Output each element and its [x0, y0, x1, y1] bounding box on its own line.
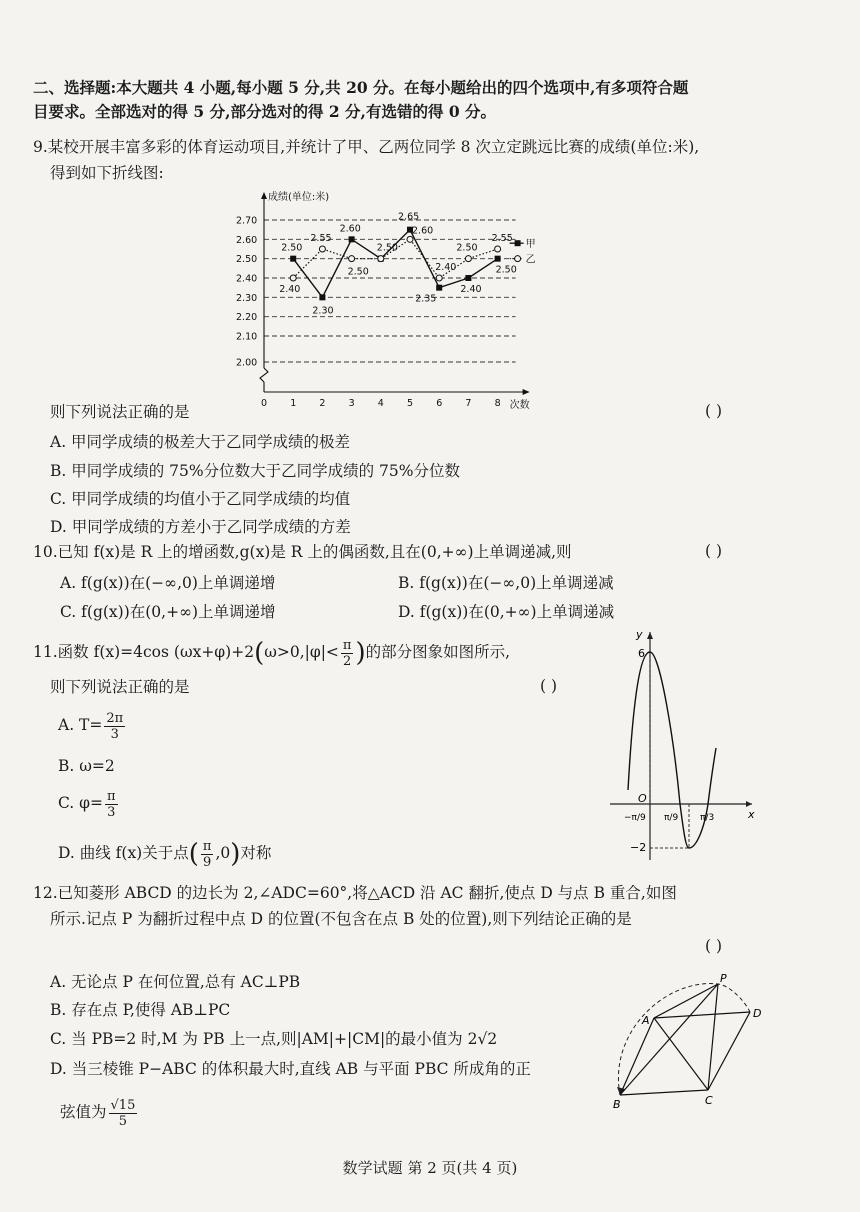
y-tick-2.30: 2.30	[236, 292, 258, 304]
max-label: 6	[638, 647, 645, 660]
data-label-乙-5: 2.60	[412, 225, 434, 237]
x-axis-arrow	[746, 801, 752, 807]
marker-甲-1	[290, 256, 296, 262]
marker-乙-2	[319, 246, 325, 252]
chart-axes	[260, 192, 530, 395]
option-label: D. 曲线 f(x)关于点	[58, 844, 189, 862]
data-label-甲-3: 2.60	[339, 223, 361, 235]
y-tick-2.50: 2.50	[236, 254, 258, 266]
y-axis-break	[260, 368, 268, 382]
q10-option-d: D. f(g(x))在(0,+∞)上单调递减	[398, 603, 615, 621]
marker-甲-8	[495, 256, 501, 262]
q9-option-a: A. 甲同学成绩的极差大于乙同学成绩的极差	[50, 433, 351, 451]
data-label-甲-6: 2.35	[415, 293, 437, 305]
x-axis-label: x	[748, 808, 755, 821]
option-label: A. T=	[58, 716, 103, 734]
fraction-denominator: 5	[118, 1113, 128, 1129]
paren-open: (	[188, 839, 199, 869]
data-label-乙-6: 2.40	[435, 262, 457, 273]
fraction-numerator: π	[342, 637, 352, 653]
q11-prompt: 则下列说法正确的是	[50, 678, 190, 696]
marker-甲-2	[319, 294, 325, 300]
data-label-甲-1: 2.50	[281, 242, 303, 254]
y-axis-arrow	[261, 192, 267, 199]
y-tick-2.00: 2.00	[236, 357, 258, 369]
q12-option-b: B. 存在点 P,使得 AB⊥PC	[50, 1001, 231, 1019]
q11-stem-function: 11.函数 f(x)=4cos (ωx+φ)+2	[33, 643, 255, 661]
x-tick-5: 5	[407, 398, 414, 409]
paren-close: )	[230, 839, 241, 869]
y-tick-2.10: 2.10	[236, 331, 258, 343]
marker-乙-8	[495, 246, 501, 252]
legend-label-乙: 乙	[525, 254, 536, 266]
edge-PB	[620, 984, 718, 1095]
q12-option-d-line2	[60, 1092, 139, 1132]
q11-stem-condition: ω>0,|φ|<	[264, 643, 339, 661]
q12-stem-line1: 12.已知菱形 ABCD 的边长为 2,∠ADC=60°,将△ACD 沿 AC 翻折,使点 D 与点 B 重合,如图	[33, 884, 677, 902]
option-tail: 对称	[240, 844, 272, 862]
q9-option-d: D. 甲同学成绩的方差小于乙同学成绩的方差	[50, 518, 351, 536]
data-label-乙-1: 2.40	[279, 284, 301, 295]
edge-AD	[654, 1012, 750, 1018]
marker-乙-1	[290, 275, 296, 281]
fraction-denominator: 9	[203, 854, 212, 870]
q10-stem: 10.已知 f(x)是 R 上的增函数,g(x)是 R 上的偶函数,且在(0,+∞)上单调递减,则	[33, 543, 572, 561]
x-tick-7: 7	[465, 398, 472, 409]
x-tick-0: 0	[261, 398, 268, 409]
min-label: −2	[630, 841, 647, 854]
q12-stem-line2: 所示.记点 P 为翻折过程中点 D 的位置(不包含在点 B 处的位置),则下列结论正确的是	[50, 910, 632, 928]
fraction-denominator: 3	[110, 726, 119, 742]
data-label-甲-8: 2.50	[495, 264, 517, 276]
data-label-甲-4: 2.50	[376, 242, 398, 254]
tick-pi-9: π/9	[664, 813, 679, 823]
tick-pi-3: π/3	[700, 813, 715, 823]
q11-answer-paren: ( )	[540, 677, 558, 695]
marker-甲-7	[465, 275, 471, 281]
data-label-甲-2: 2.30	[312, 305, 334, 317]
marker-乙-3	[349, 256, 355, 262]
q11-stem-tail: 的部分图象如图所示,	[365, 643, 511, 661]
data-label-乙-8: 2.55	[491, 233, 513, 244]
edge-BC	[620, 1090, 708, 1095]
q11-function-graph	[600, 620, 760, 870]
option-d-fraction	[109, 1098, 138, 1129]
x-tick-8: 8	[494, 398, 501, 409]
section-instruction-line2: 目要求。全部选对的得 5 分,部分选对的得 2 分,有选错的得 0 分。	[33, 102, 497, 121]
y-axis-arrow	[647, 632, 653, 639]
legend-marker-乙	[515, 256, 521, 262]
vertex-A: A	[642, 1014, 650, 1027]
chart-labels	[236, 190, 536, 411]
data-label-乙-2: 2.55	[310, 233, 332, 244]
vertex-B: B	[613, 1098, 621, 1111]
edge-AB	[620, 1018, 654, 1095]
option-c-fraction	[105, 789, 118, 820]
legend-marker-甲	[515, 240, 521, 246]
option-a-fraction	[104, 711, 125, 742]
x-axis-title: 次数	[509, 400, 530, 411]
fraction-numerator: π	[107, 788, 116, 804]
vertex-C: C	[705, 1094, 713, 1107]
q9-option-c: C. 甲同学成绩的均值小于乙同学成绩的均值	[50, 490, 351, 508]
q11-option-d	[58, 836, 271, 871]
q12-rhombus-fold-figure	[608, 970, 770, 1110]
edge-AC	[654, 1018, 708, 1090]
x-tick-1: 1	[290, 398, 297, 409]
x-axis-arrow	[523, 389, 530, 395]
q9-answer-paren: ( )	[705, 402, 723, 420]
fraction-numerator: √15	[110, 1097, 136, 1113]
q10-option-a: A. f(g(x))在(−∞,0)上单调递增	[60, 574, 276, 592]
section-instruction-line1: 二、选择题:本大题共 4 小题,每小题 5 分,共 20 分。在每小题给出的四个选项中,有多项符合题	[33, 78, 689, 97]
marker-甲-3	[349, 236, 355, 242]
y-tick-2.70: 2.70	[236, 215, 258, 227]
y-tick-2.60: 2.60	[236, 234, 258, 246]
fraction-numerator: π	[202, 838, 212, 854]
q9-line-chart	[232, 186, 577, 411]
data-label-乙-7: 2.50	[456, 242, 478, 254]
q11-stem-fraction	[341, 638, 354, 669]
q12-option-c: C. 当 PB=2 时,M 为 PB 上一点,则|AM|+|CM|的最小值为 2√2	[50, 1030, 498, 1048]
point-y: ,0	[215, 844, 231, 862]
marker-甲-6	[436, 285, 442, 291]
option-label: C. φ=	[58, 794, 104, 812]
option-d-fraction	[201, 839, 214, 870]
q11-big-paren-open: (	[254, 638, 265, 668]
fraction-numerator: 2π	[106, 710, 124, 726]
marker-乙-5	[407, 236, 413, 242]
vertex-D: D	[753, 1007, 762, 1020]
y-tick-2.20: 2.20	[236, 312, 258, 324]
q11-option-c	[58, 786, 120, 820]
fraction-denominator: 3	[107, 804, 116, 820]
tick-neg-pi-9: −π/9	[624, 813, 646, 823]
q11-stem	[33, 635, 510, 669]
q10-answer-paren: ( )	[705, 542, 723, 560]
y-axis-title: 成绩(单位:米)	[268, 192, 330, 203]
x-tick-2: 2	[319, 398, 326, 409]
q10-option-c: C. f(g(x))在(0,+∞)上单调递增	[60, 603, 276, 621]
q9-option-b: B. 甲同学成绩的 75%分位数大于乙同学成绩的 75%分位数	[50, 462, 461, 480]
page-footer: 数学试题 第 2 页(共 4 页)	[342, 1159, 518, 1177]
legend-label-甲: 甲	[525, 239, 536, 251]
q11-option-a	[58, 708, 127, 742]
x-tick-6: 6	[436, 398, 443, 409]
origin-label: O	[638, 792, 647, 805]
q12-option-d-line1: D. 当三棱锥 P−ABC 的体积最大时,直线 AB 与平面 PBC 所成角的正	[50, 1060, 531, 1078]
q11-option-b: B. ω=2	[58, 757, 115, 775]
q10-option-b: B. f(g(x))在(−∞,0)上单调递减	[398, 574, 614, 592]
data-label-甲-7: 2.40	[460, 284, 482, 295]
q9-stem-line2: 得到如下折线图:	[50, 164, 164, 182]
x-tick-4: 4	[377, 398, 384, 409]
q11-big-paren-close: )	[355, 638, 366, 668]
data-label-乙-3: 2.50	[347, 266, 369, 278]
q12-answer-paren: ( )	[705, 937, 723, 955]
vertex-P: P	[720, 972, 727, 985]
y-axis-label: y	[636, 628, 643, 641]
q9-stem-line1: 9.某校开展丰富多彩的体育运动项目,并统计了甲、乙两位同学 8 次立定跳远比赛的成绩(单位:米),	[33, 138, 700, 156]
marker-乙-7	[465, 256, 471, 262]
q9-prompt: 则下列说法正确的是	[50, 403, 190, 421]
fold-path-arc	[618, 984, 750, 1095]
marker-乙-4	[378, 256, 384, 262]
y-tick-2.40: 2.40	[236, 273, 258, 285]
fraction-denominator: 2	[343, 653, 352, 669]
option-text: 弦值为	[60, 1103, 107, 1121]
data-label-甲-5: 2.65	[398, 211, 420, 223]
edge-AP	[654, 984, 718, 1018]
x-tick-3: 3	[348, 398, 355, 409]
q12-option-a: A. 无论点 P 在何位置,总有 AC⊥PB	[50, 973, 301, 991]
marker-乙-6	[436, 275, 442, 281]
